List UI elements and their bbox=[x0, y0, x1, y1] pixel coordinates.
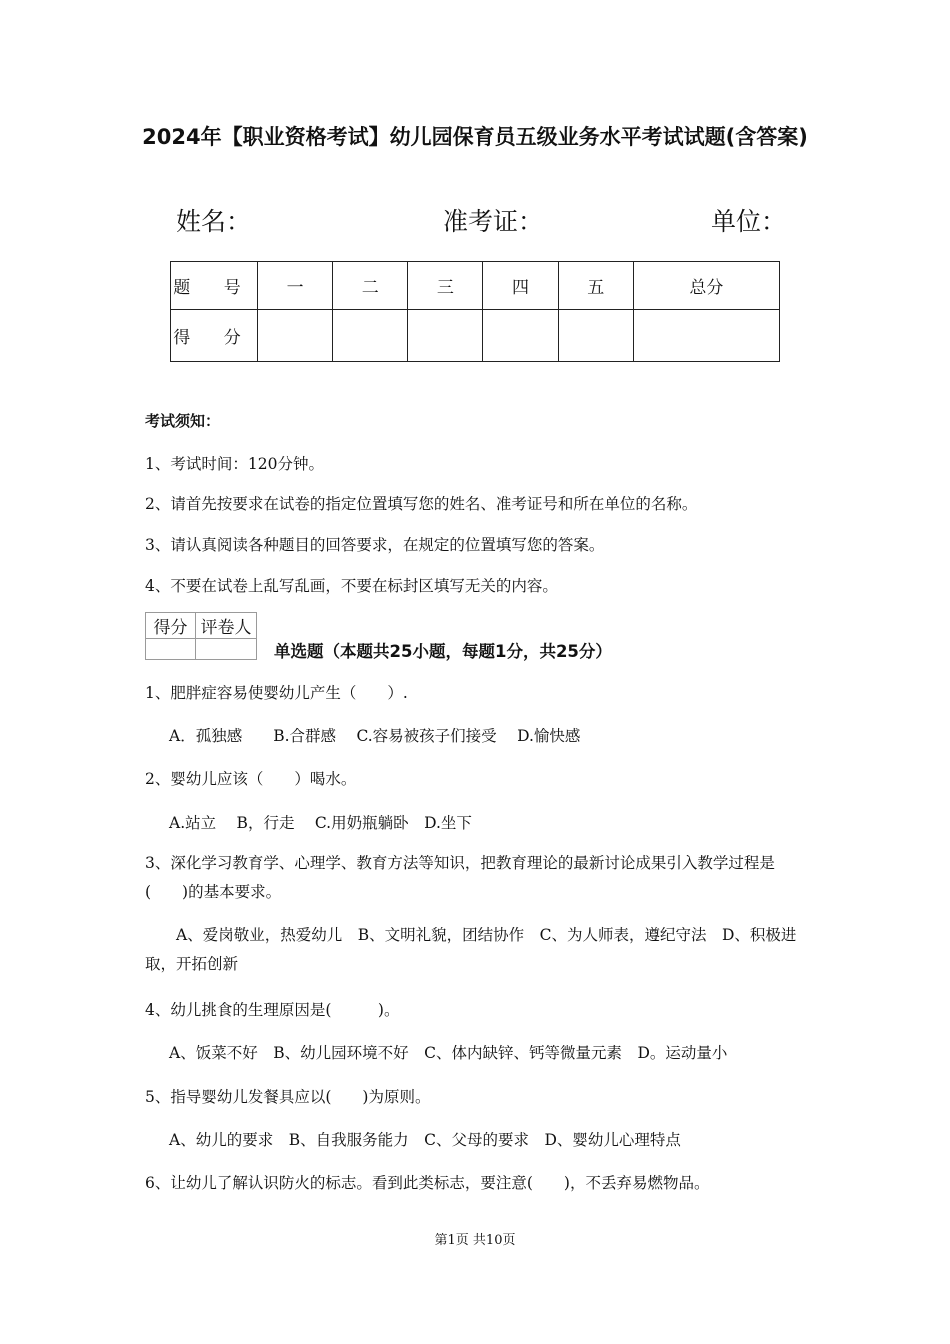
score-input-cell[interactable] bbox=[483, 310, 558, 362]
section-title: 单选题（本题共25小题，每题1分，共25分） bbox=[274, 642, 612, 661]
score-input-cell[interactable] bbox=[333, 310, 408, 362]
question-options: A.站立 B，行走 C.用奶瓶躺卧 D.坐下 bbox=[169, 814, 472, 832]
grader-score-label: 得分 bbox=[146, 613, 196, 639]
grader-reviewer-cell[interactable] bbox=[196, 639, 257, 660]
score-table-header-cell: 五 bbox=[558, 262, 633, 310]
exam-id-field-label: 准考证： bbox=[443, 207, 544, 236]
score-input-cell[interactable] bbox=[558, 310, 633, 362]
score-table-header-cell: 四 bbox=[483, 262, 558, 310]
question-options: A、爱岗敬业，热爱幼儿 B、文明礼貌，团结协作 C、为人师表，遵纪守法 D、积极进取，开拓创新 bbox=[145, 926, 797, 973]
score-table-header-cell: 三 bbox=[408, 262, 483, 310]
question-text: 2、婴幼儿应该（ ）喝水。 bbox=[145, 770, 357, 788]
score-row-label: 得 分 bbox=[171, 310, 258, 362]
score-table-header-row bbox=[171, 262, 780, 310]
notice-item: 2、请首先按要求在试卷的指定位置填写您的姓名、准考证号和所在单位的名称。 bbox=[145, 495, 698, 513]
notice-item: 3、请认真阅读各种题目的回答要求，在规定的位置填写您的答案。 bbox=[145, 536, 605, 554]
unit-field-label: 单位： bbox=[711, 207, 787, 236]
grader-score-cell[interactable] bbox=[146, 639, 196, 660]
score-input-cell[interactable] bbox=[633, 310, 779, 362]
grader-box bbox=[145, 612, 257, 660]
score-input-cell[interactable] bbox=[258, 310, 333, 362]
score-table-header-cell: 二 bbox=[333, 262, 408, 310]
score-table bbox=[170, 261, 780, 362]
name-field-label: 姓名： bbox=[176, 207, 252, 236]
score-table-header-cell: 题 号 bbox=[171, 262, 258, 310]
score-table-header-cell: 一 bbox=[258, 262, 333, 310]
grader-reviewer-label: 评卷人 bbox=[196, 613, 257, 639]
question-text: 4、幼儿挑食的生理原因是( )。 bbox=[145, 1001, 400, 1019]
question-text: 3、深化学习教育学、心理学、教育方法等知识，把教育理论的最新讨论成果引入教学过程是( )的基本要求。 bbox=[145, 854, 775, 901]
score-table-header-cell: 总分 bbox=[633, 262, 779, 310]
notice-item: 4、不要在试卷上乱写乱画，不要在标封区填写无关的内容。 bbox=[145, 577, 558, 595]
notice-title: 考试须知： bbox=[145, 412, 221, 430]
score-table-score-row bbox=[171, 310, 780, 362]
question-text: 6、让幼儿了解认识防火的标志。看到此类标志，要注意( )，不丢弃易燃物品。 bbox=[145, 1174, 710, 1192]
question-text: 5、指导婴幼儿发餐具应以( )为原则。 bbox=[145, 1088, 431, 1106]
question-options: A．孤独感 B.合群感 C.容易被孩子们接受 D.愉快感 bbox=[169, 727, 581, 745]
question-options: A、饭菜不好 B、幼儿园环境不好 C、体内缺锌、钙等微量元素 D。运动量小 bbox=[169, 1044, 728, 1062]
document-title: 2024年【职业资格考试】幼儿园保育员五级业务水平考试试题(含答案) bbox=[142, 125, 808, 149]
score-input-cell[interactable] bbox=[408, 310, 483, 362]
candidate-info-fields bbox=[0, 202, 950, 242]
question-text: 1、肥胖症容易使婴幼儿产生（ ）. bbox=[145, 684, 408, 702]
notice-item: 1、考试时间：120分钟。 bbox=[145, 455, 324, 473]
question-options: A、幼儿的要求 B、自我服务能力 C、父母的要求 D、婴幼儿心理特点 bbox=[169, 1131, 681, 1149]
page-footer: 第1页 共10页 bbox=[434, 1233, 516, 1248]
